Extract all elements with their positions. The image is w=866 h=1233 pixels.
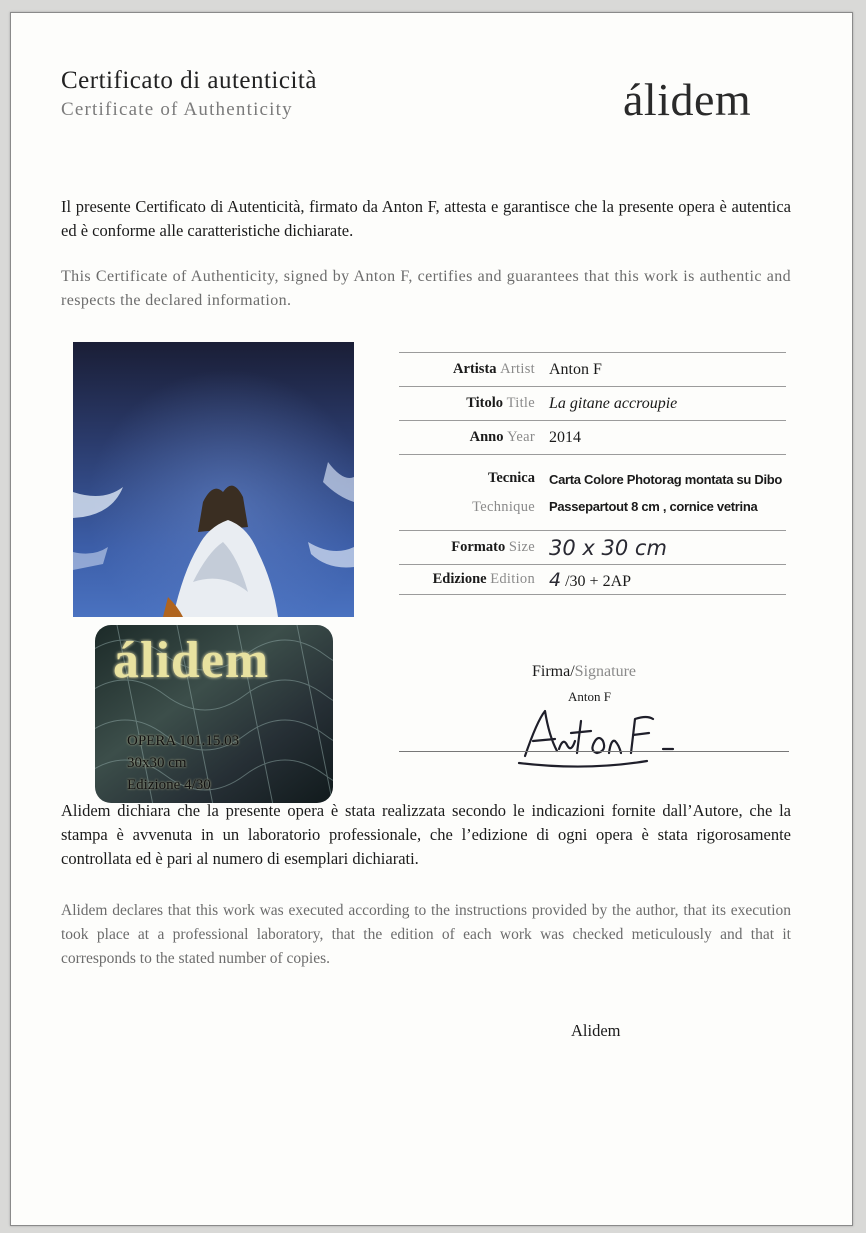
artwork-image bbox=[73, 342, 354, 617]
technique-line-1: Carta Colore Photorag montata su Dibo bbox=[549, 471, 783, 487]
seal-line-2: 30x30 cm bbox=[127, 755, 187, 771]
page-subtitle: Certificate of Authenticity bbox=[61, 99, 293, 120]
technique-value bbox=[549, 455, 786, 531]
declaration-english: Alidem declares that this work was executed according to the instructions provided by the author, that its execution took place at a professional laboratory, that the edition of each work was checked meticulously and that it corresponds to the stated number of copies. bbox=[61, 902, 791, 967]
signature-line bbox=[399, 751, 789, 752]
size-label: Formato Size bbox=[399, 531, 549, 565]
intro-italian: Il presente Certificato di Autenticità, firmato da Anton F, attesta e garantisce che la presente opera è autentica ed è conforme alle caratteristiche dichiarate. bbox=[61, 197, 791, 240]
title-label: Titolo Title bbox=[399, 387, 549, 421]
row-year bbox=[399, 421, 786, 455]
seal-line-1: OPERA 101.15.03 bbox=[127, 733, 240, 749]
signature-label: Firma/Signature bbox=[532, 663, 636, 680]
edition-number-handwritten: 4 bbox=[549, 568, 562, 591]
declaration-italian: Alidem dichiara che la presente opera è stata realizzata secondo le indicazioni fornite dall’Autore, che la stampa è avvenuta in un laboratorio professionale, che l’edizione di ogni opera è stata rigorosamente controllata ed è pari al numero di esemplari dichiarati. bbox=[61, 801, 791, 868]
row-artist bbox=[399, 353, 786, 387]
signature-strokes bbox=[497, 701, 697, 771]
closing-name: Alidem bbox=[571, 1021, 621, 1040]
page-title: Certificato di autenticità bbox=[61, 67, 317, 94]
intro-english: This Certificate of Authenticity, signed by Anton F, certifies and guarantees that this work is authentic and respects the declared information. bbox=[61, 268, 791, 309]
seal-line-3: Edizione 4/30 bbox=[127, 777, 211, 793]
row-edition bbox=[399, 565, 786, 595]
technique-label: Tecnica Technique bbox=[399, 455, 549, 531]
certificate-sheet bbox=[10, 12, 853, 1226]
artwork-illustration bbox=[73, 342, 354, 617]
handwritten-signature bbox=[497, 701, 697, 776]
title-value: La gitane accroupie bbox=[549, 387, 786, 421]
brand-logo: álidem bbox=[623, 74, 752, 125]
row-technique bbox=[399, 455, 786, 531]
details-table bbox=[399, 352, 786, 595]
edition-total: /30 + 2AP bbox=[565, 572, 632, 590]
edition-label: Edizione Edition bbox=[399, 565, 549, 595]
year-value: 2014 bbox=[549, 421, 786, 455]
hologram-seal bbox=[95, 625, 333, 803]
size-value bbox=[549, 531, 786, 565]
year-label: Anno Year bbox=[399, 421, 549, 455]
signer-name: Anton F bbox=[568, 689, 611, 704]
row-title bbox=[399, 387, 786, 421]
artist-value: Anton F bbox=[549, 353, 786, 387]
artist-label: Artista Artist bbox=[399, 353, 549, 387]
technique-line-2: Passepartout 8 cm , cornice vetrina bbox=[549, 498, 758, 514]
row-size bbox=[399, 531, 786, 565]
edition-value bbox=[549, 565, 786, 595]
seal-logo: álidem bbox=[113, 632, 270, 689]
size-handwritten: 30 x 30 cm bbox=[549, 535, 667, 560]
